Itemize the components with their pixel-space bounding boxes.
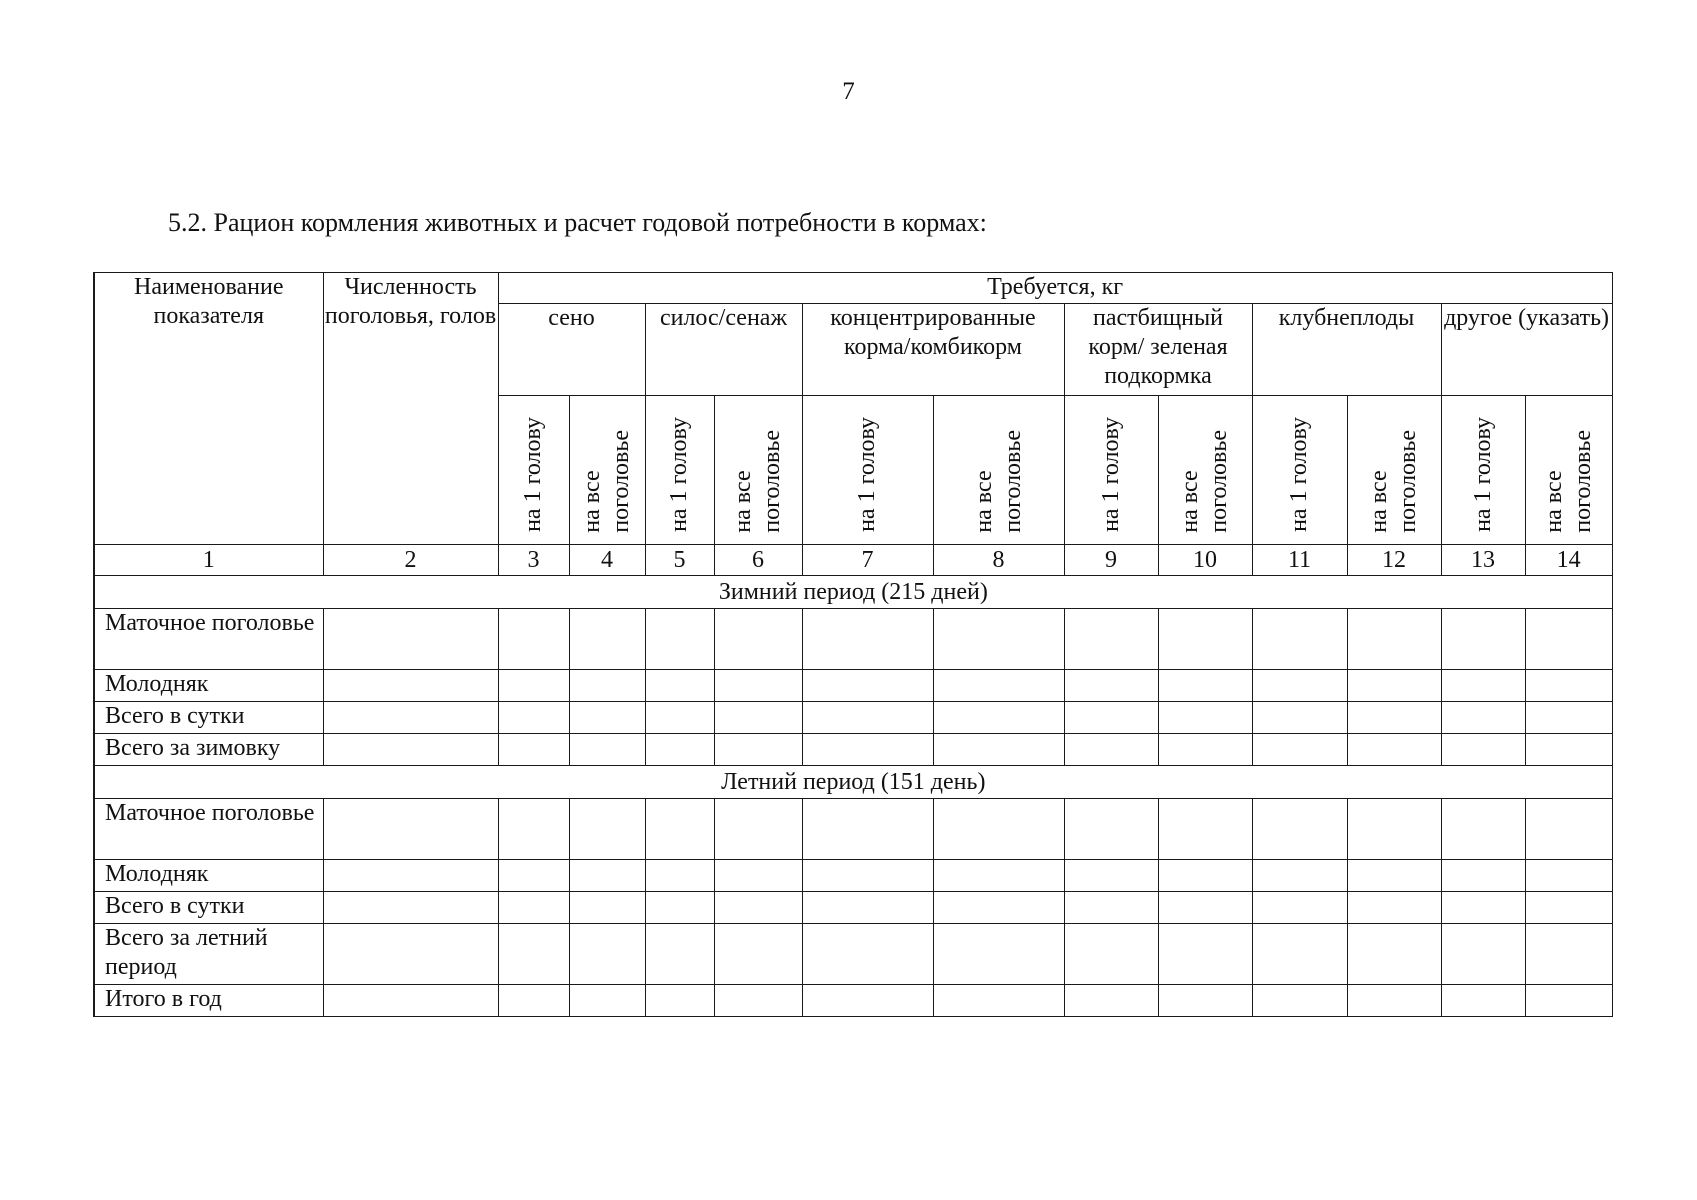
- table-cell[interactable]: [1064, 860, 1158, 892]
- feed-requirements-table: [93, 272, 1613, 1017]
- table-cell[interactable]: [802, 609, 933, 670]
- table-row: [94, 734, 1612, 766]
- table-cell[interactable]: [802, 985, 933, 1017]
- table-cell[interactable]: [1252, 985, 1347, 1017]
- table-cell[interactable]: [569, 609, 645, 670]
- table-cell[interactable]: [323, 924, 498, 985]
- table-cell[interactable]: [714, 924, 802, 985]
- table-cell[interactable]: [323, 670, 498, 702]
- subheader-pasture-per-head: на 1 голову: [1064, 396, 1158, 545]
- table-cell[interactable]: [714, 609, 802, 670]
- table-cell[interactable]: [323, 985, 498, 1017]
- summer-period-heading: Летний период (151 день): [94, 766, 1612, 799]
- table-cell[interactable]: [1252, 860, 1347, 892]
- table-cell[interactable]: [933, 702, 1064, 734]
- table-cell[interactable]: [1347, 609, 1441, 670]
- header-group-other: другое (указать): [1441, 304, 1612, 396]
- column-number: 4: [569, 545, 645, 576]
- table-cell[interactable]: [1158, 892, 1252, 924]
- subheader-other-total: на все поголовье: [1525, 396, 1612, 545]
- table-cell[interactable]: [1252, 702, 1347, 734]
- table-cell[interactable]: [569, 799, 645, 860]
- table-cell[interactable]: [1347, 860, 1441, 892]
- table-row: [94, 702, 1612, 734]
- table-cell[interactable]: [569, 985, 645, 1017]
- table-cell[interactable]: [714, 985, 802, 1017]
- column-number: 14: [1525, 545, 1612, 576]
- table-cell[interactable]: [1441, 892, 1525, 924]
- table-cell[interactable]: [645, 860, 714, 892]
- table-cell[interactable]: [1347, 670, 1441, 702]
- header-indicator-name: Наименование показателя: [94, 273, 323, 545]
- row-label-annual-total: Итого в год: [94, 985, 323, 1017]
- table-cell[interactable]: [569, 892, 645, 924]
- table-cell[interactable]: [1441, 670, 1525, 702]
- column-number: 6: [714, 545, 802, 576]
- table-row: [94, 924, 1612, 985]
- subheader-silage-per-head: на 1 голову: [645, 396, 714, 545]
- table-cell[interactable]: [498, 924, 569, 985]
- table-cell[interactable]: [1441, 734, 1525, 766]
- table-cell[interactable]: [645, 609, 714, 670]
- table-cell[interactable]: [323, 702, 498, 734]
- header-group-concentrates: концентрированные корма/комбикорм: [802, 304, 1064, 396]
- header-group-silage: силос/сенаж: [645, 304, 802, 396]
- table-cell[interactable]: [323, 734, 498, 766]
- table-cell[interactable]: [714, 860, 802, 892]
- header-group-hay: сено: [498, 304, 645, 396]
- table-cell[interactable]: [1158, 860, 1252, 892]
- table-cell[interactable]: [933, 609, 1064, 670]
- table-cell[interactable]: [323, 860, 498, 892]
- subheader-root-crops-per-head: на 1 голову: [1252, 396, 1347, 545]
- table-cell[interactable]: [1347, 985, 1441, 1017]
- row-label: Молодняк: [94, 670, 323, 702]
- section-title: 5.2. Рацион кормления животных и расчет годовой потребности в кормах:: [168, 208, 987, 237]
- table-row: [94, 670, 1612, 702]
- table-cell[interactable]: [1252, 799, 1347, 860]
- table-cell[interactable]: [1158, 670, 1252, 702]
- table-cell[interactable]: [1347, 924, 1441, 985]
- table-cell[interactable]: [802, 799, 933, 860]
- subheader-hay-total: на все поголовье: [569, 396, 645, 545]
- column-number: 12: [1347, 545, 1441, 576]
- column-number: 8: [933, 545, 1064, 576]
- table-cell[interactable]: [498, 609, 569, 670]
- table-cell[interactable]: [1064, 985, 1158, 1017]
- table-cell[interactable]: [498, 734, 569, 766]
- subheader-concentrates-per-head: на 1 голову: [802, 396, 933, 545]
- table-cell[interactable]: [802, 670, 933, 702]
- subheader-root-crops-total: на все поголовье: [1347, 396, 1441, 545]
- table-cell[interactable]: [1347, 734, 1441, 766]
- table-cell[interactable]: [323, 609, 498, 670]
- table-cell[interactable]: [714, 892, 802, 924]
- table-cell[interactable]: [802, 734, 933, 766]
- table-row: [94, 892, 1612, 924]
- table-cell[interactable]: [1252, 892, 1347, 924]
- table-cell[interactable]: [933, 924, 1064, 985]
- table-cell[interactable]: [1441, 799, 1525, 860]
- table-cell[interactable]: [1347, 892, 1441, 924]
- column-number: 9: [1064, 545, 1158, 576]
- table-cell[interactable]: [645, 892, 714, 924]
- table-cell[interactable]: [933, 799, 1064, 860]
- table-row: [94, 985, 1612, 1017]
- table-cell[interactable]: [1158, 702, 1252, 734]
- table-cell[interactable]: [1252, 609, 1347, 670]
- table-cell[interactable]: [714, 702, 802, 734]
- table-cell[interactable]: [1064, 799, 1158, 860]
- table-cell[interactable]: [714, 670, 802, 702]
- table-cell[interactable]: [1441, 609, 1525, 670]
- table-cell[interactable]: [933, 734, 1064, 766]
- header-group-root-crops: клубнеплоды: [1252, 304, 1441, 396]
- page-number: 7: [842, 78, 855, 105]
- table-cell[interactable]: [498, 860, 569, 892]
- subheader-hay-per-head: на 1 голову: [498, 396, 569, 545]
- table-cell[interactable]: [1064, 702, 1158, 734]
- column-number: 2: [323, 545, 498, 576]
- row-label: Молодняк: [94, 860, 323, 892]
- table-cell[interactable]: [802, 892, 933, 924]
- table-cell[interactable]: [1525, 734, 1612, 766]
- table-cell[interactable]: [645, 670, 714, 702]
- header-herd-size: Численность поголовья, голов: [323, 273, 498, 545]
- table-cell[interactable]: [802, 924, 933, 985]
- table-cell[interactable]: [1441, 860, 1525, 892]
- column-number: 1: [94, 545, 323, 576]
- table-cell[interactable]: [569, 860, 645, 892]
- table-cell[interactable]: [714, 799, 802, 860]
- table-cell[interactable]: [1525, 702, 1612, 734]
- row-label: Всего в сутки: [94, 702, 323, 734]
- subheader-concentrates-total: на все поголовье: [933, 396, 1064, 545]
- row-label: Всего в сутки: [94, 892, 323, 924]
- table-cell[interactable]: [1525, 985, 1612, 1017]
- table-cell[interactable]: [1158, 609, 1252, 670]
- table-cell[interactable]: [1525, 799, 1612, 860]
- table-cell[interactable]: [1064, 892, 1158, 924]
- table-cell[interactable]: [1347, 702, 1441, 734]
- table-cell[interactable]: [1252, 734, 1347, 766]
- winter-period-heading: Зимний период (215 дней): [94, 576, 1612, 609]
- table-cell[interactable]: [498, 670, 569, 702]
- table-cell[interactable]: [1525, 924, 1612, 985]
- table-cell[interactable]: [1525, 609, 1612, 670]
- table-cell[interactable]: [645, 985, 714, 1017]
- table-cell[interactable]: [1441, 924, 1525, 985]
- table-cell[interactable]: [498, 985, 569, 1017]
- table-cell[interactable]: [1158, 985, 1252, 1017]
- table-cell[interactable]: [933, 860, 1064, 892]
- table-cell[interactable]: [1441, 702, 1525, 734]
- table-cell[interactable]: [1525, 670, 1612, 702]
- table-cell[interactable]: [1347, 799, 1441, 860]
- table-cell[interactable]: [1252, 670, 1347, 702]
- table-cell[interactable]: [645, 734, 714, 766]
- table-cell[interactable]: [1158, 734, 1252, 766]
- table-cell[interactable]: [498, 702, 569, 734]
- column-numbers-row: [94, 545, 1612, 576]
- table-cell[interactable]: [933, 985, 1064, 1017]
- row-label: Маточное поголовье: [94, 799, 323, 860]
- table-cell[interactable]: [714, 734, 802, 766]
- table-cell[interactable]: [569, 924, 645, 985]
- table-cell[interactable]: [569, 670, 645, 702]
- subheader-pasture-total: на все поголовье: [1158, 396, 1252, 545]
- table-cell[interactable]: [802, 860, 933, 892]
- subheader-other-per-head: на 1 голову: [1441, 396, 1525, 545]
- table-cell[interactable]: [1525, 892, 1612, 924]
- row-label: Маточное поголовье: [94, 609, 323, 670]
- table-cell[interactable]: [1158, 924, 1252, 985]
- table-cell[interactable]: [498, 892, 569, 924]
- column-number: 5: [645, 545, 714, 576]
- table-cell[interactable]: [1064, 670, 1158, 702]
- table-cell[interactable]: [645, 924, 714, 985]
- column-number: 13: [1441, 545, 1525, 576]
- table-row: [94, 799, 1612, 860]
- table-cell[interactable]: [1158, 799, 1252, 860]
- table-cell[interactable]: [645, 799, 714, 860]
- table-row: [94, 860, 1612, 892]
- table-cell[interactable]: [933, 892, 1064, 924]
- table-cell[interactable]: [1441, 985, 1525, 1017]
- row-label: Всего за зимовку: [94, 734, 323, 766]
- table-cell[interactable]: [1525, 860, 1612, 892]
- column-number: 7: [802, 545, 933, 576]
- table-cell[interactable]: [569, 702, 645, 734]
- table-cell[interactable]: [569, 734, 645, 766]
- column-number: 10: [1158, 545, 1252, 576]
- table-cell[interactable]: [933, 670, 1064, 702]
- table-cell[interactable]: [1064, 609, 1158, 670]
- table-row: [94, 609, 1612, 670]
- table-cell[interactable]: [802, 702, 933, 734]
- table-cell[interactable]: [498, 799, 569, 860]
- table-cell[interactable]: [645, 702, 714, 734]
- header-group-pasture: пастбищный корм/ зеленая подкормка: [1064, 304, 1252, 396]
- column-number: 11: [1252, 545, 1347, 576]
- table-cell[interactable]: [1064, 924, 1158, 985]
- table-cell[interactable]: [1064, 734, 1158, 766]
- table-cell[interactable]: [323, 892, 498, 924]
- header-required-kg: Требуется, кг: [498, 273, 1612, 304]
- table-cell[interactable]: [323, 799, 498, 860]
- column-number: 3: [498, 545, 569, 576]
- row-label: Всего за летний период: [94, 924, 323, 985]
- subheader-silage-total: на все поголовье: [714, 396, 802, 545]
- table-cell[interactable]: [1252, 924, 1347, 985]
